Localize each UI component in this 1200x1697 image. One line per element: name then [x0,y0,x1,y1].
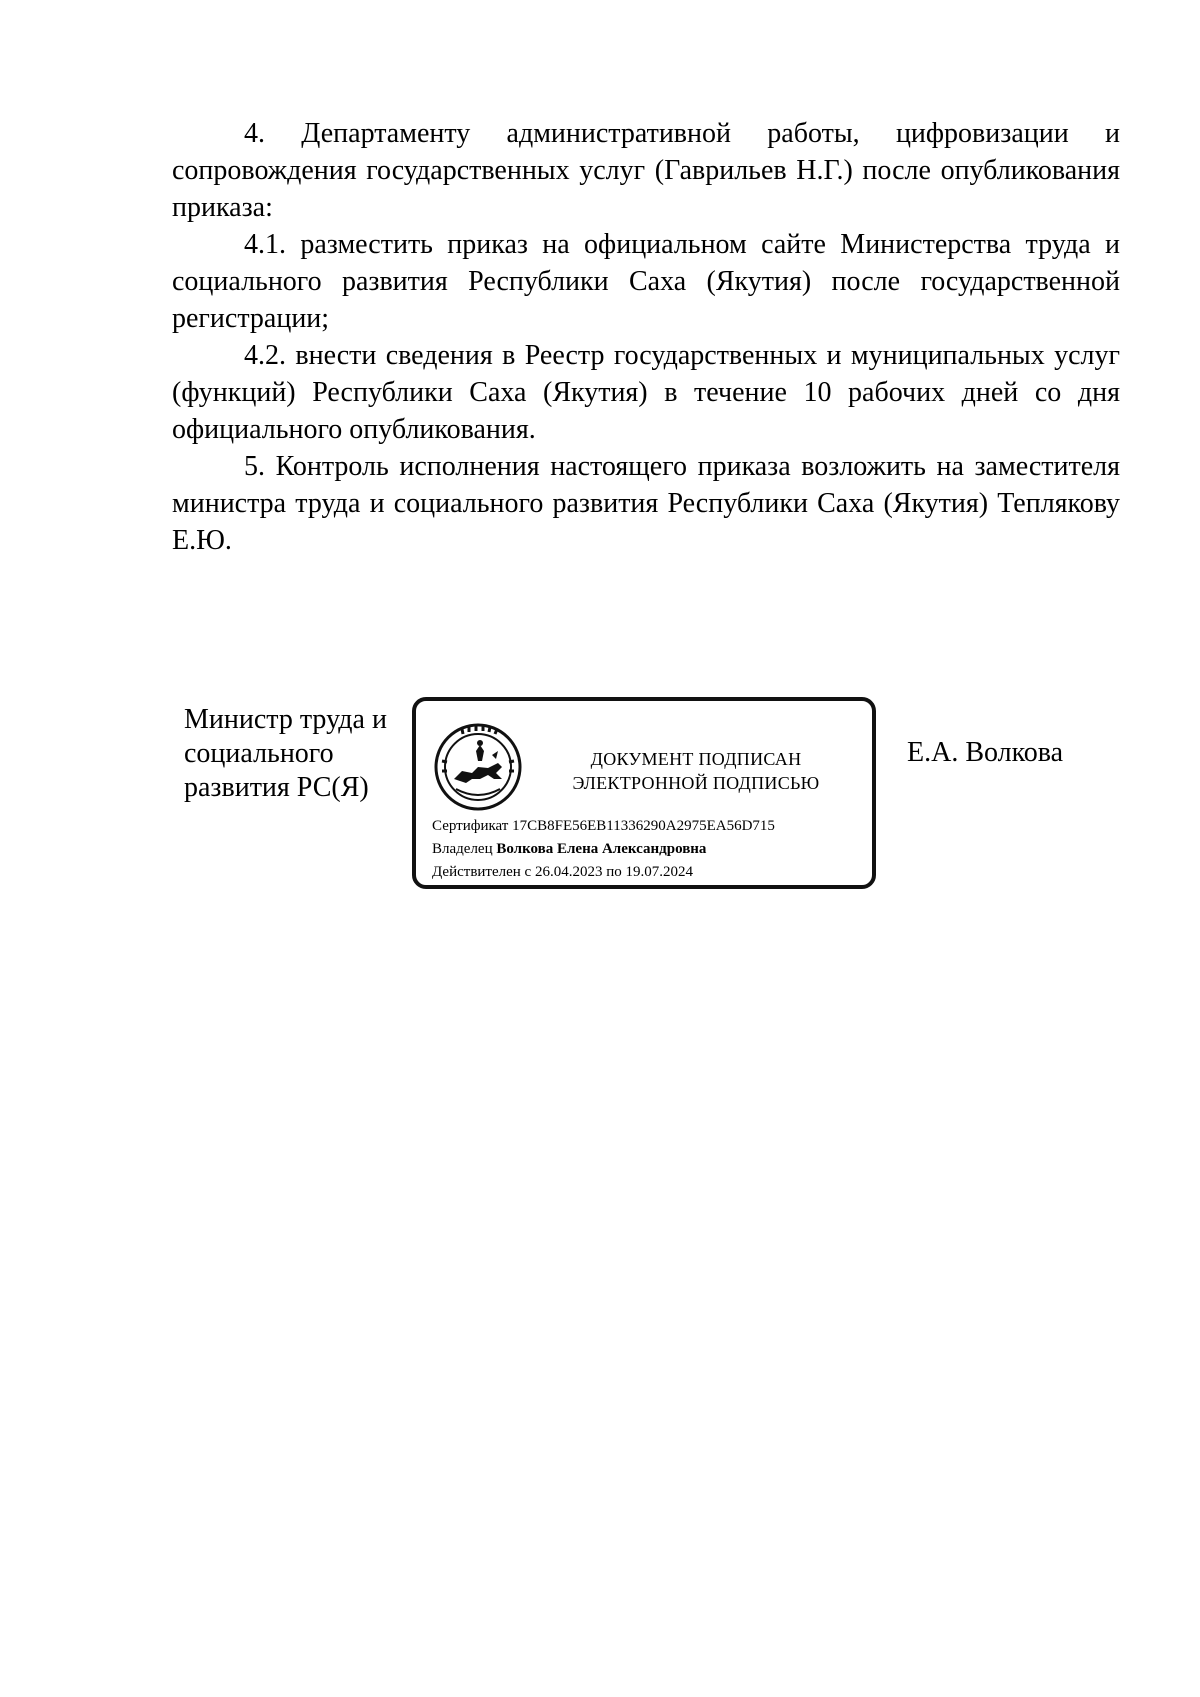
document-body [172,115,1120,559]
electronic-signature-stamp [412,697,876,889]
valid-label: Действителен с [432,864,532,880]
valid-to: 19.07.2024 [625,864,693,880]
paragraph-4: 4. Департаменту административной работы, цифровизации и сопровождения государственных услуг (Гаврильев Н.Г.) после опубликования приказа: [172,118,1120,223]
stamp-heading-line: ЭЛЕКТРОННОЙ ПОДПИСЬЮ [572,773,820,793]
stamp-heading [526,747,866,795]
coat-of-arms-icon [432,721,524,813]
stamp-heading-line: ДОКУМЕНТ ПОДПИСАН [590,749,802,769]
owner-label: Владелец [432,841,493,857]
signatory-title [184,703,414,805]
valid-to-label: по [606,864,622,880]
signatory-title-line: Министр труда и [184,704,387,735]
signatory-name: Е.А. Волкова [907,737,1064,768]
certificate-label: Сертификат [432,818,509,834]
paragraph-5: 5. Контроль исполнения настоящего приказа возложить на заместителя министра труда и социального развития Республики Саха (Якутия) Теплякову Е.Ю. [172,451,1120,556]
paragraph-4-1: 4.1. разместить приказ на официальном сайте Министерства труда и социального развития Республики Саха (Якутия) после государственной регистрации; [172,229,1120,334]
valid-from: 26.04.2023 [534,864,603,880]
validity-row [432,861,775,884]
certificate-value: 17CB8FE56EB11336290A2975EA56D715 [512,818,775,834]
owner-value: Волкова Елена Александровна [496,841,707,857]
certificate-row [432,815,775,838]
stamp-details [432,815,775,884]
owner-row [432,838,775,861]
signatory-title-line: социального [184,738,334,769]
signatory-title-line: развития РС(Я) [184,772,369,803]
paragraph-4-2: 4.2. внести сведения в Реестр государственных и муниципальных услуг (функций) Республики Саха (Якутия) в течение 10 рабочих дней со дня официального опубликования. [172,340,1120,445]
